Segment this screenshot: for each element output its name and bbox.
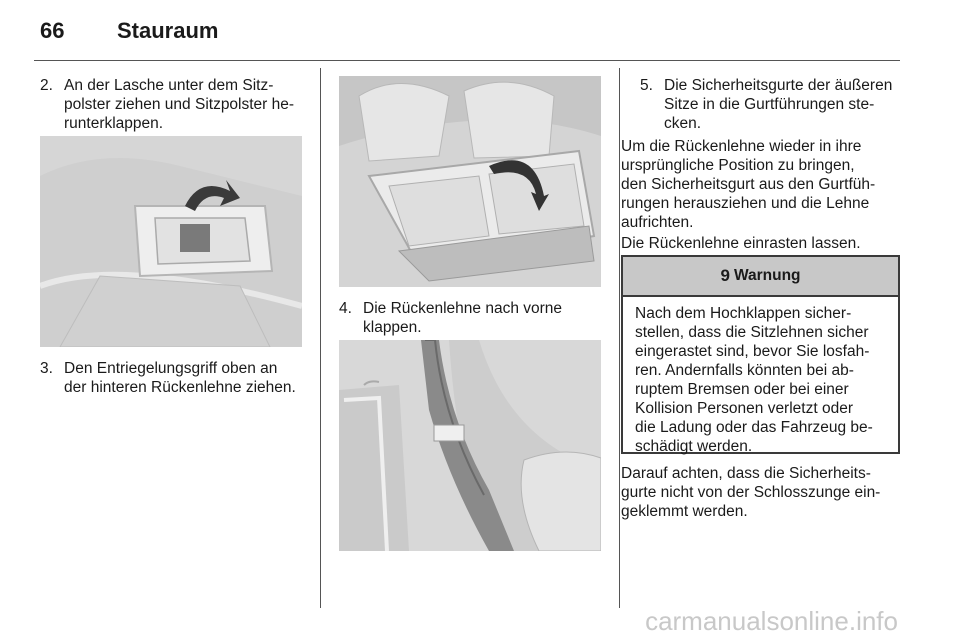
paragraph-line: rungen herausziehen und die Lehne bbox=[621, 195, 870, 212]
paragraph-restore-backrest bbox=[621, 137, 906, 232]
warning-box bbox=[621, 255, 900, 454]
warning-line: Nach dem Hochklappen sicher- bbox=[635, 305, 852, 322]
paragraph-line: ursprüngliche Position zu bringen, bbox=[621, 157, 855, 174]
step-number: 5. bbox=[640, 77, 653, 94]
paragraph-line: den Sicherheitsgurt aus den Gurtfüh- bbox=[621, 176, 876, 193]
step-line: Sitze in die Gurtführungen ste- bbox=[664, 96, 875, 113]
step-text bbox=[64, 359, 310, 397]
paragraph-line: aufrichten. bbox=[621, 214, 694, 231]
step-number: 3. bbox=[40, 360, 53, 377]
column-divider-left bbox=[320, 68, 321, 608]
warning-line: ren. Andernfalls könnten bei ab- bbox=[635, 362, 854, 379]
figure-backrest-release bbox=[339, 76, 601, 287]
paragraph-line: gurte nicht von der Schlosszunge ein- bbox=[621, 484, 881, 501]
column-divider-right bbox=[619, 68, 620, 608]
watermark: carmanualsonline.info bbox=[645, 606, 898, 636]
step-line: runterklappen. bbox=[64, 115, 164, 132]
step-text bbox=[64, 76, 310, 133]
warning-header bbox=[623, 257, 898, 297]
step-line: An der Lasche unter dem Sitz- bbox=[64, 77, 274, 94]
paragraph-line: geklemmt werden. bbox=[621, 503, 748, 520]
step-line: der hinteren Rückenlehne ziehen. bbox=[64, 379, 296, 396]
warning-line: stellen, dass die Sitzlehnen sicher bbox=[635, 324, 869, 341]
warning-text bbox=[635, 304, 892, 456]
warning-icon: 9 bbox=[720, 266, 730, 285]
paragraph-line: Um die Rückenlehne wieder in ihre bbox=[621, 138, 862, 155]
step-text bbox=[363, 299, 609, 337]
step-line: klappen. bbox=[363, 319, 422, 336]
page-number: 66 bbox=[40, 18, 65, 43]
warning-title: Warnung bbox=[733, 267, 801, 284]
page-title: Stauraum bbox=[117, 18, 219, 43]
header-rule bbox=[34, 60, 900, 61]
warning-line: eingerastet sind, bevor Sie losfah- bbox=[635, 343, 870, 360]
step-text bbox=[664, 76, 902, 133]
figure-seat-cushion bbox=[40, 136, 302, 347]
paragraph-belt-clamp bbox=[621, 464, 906, 521]
warning-line: die Ladung oder das Fahrzeug be- bbox=[635, 419, 873, 436]
paragraph-latch: Die Rückenlehne einrasten lassen. bbox=[621, 235, 861, 252]
step-line: Den Entriegelungsgriff oben an bbox=[64, 360, 278, 377]
step-line: cken. bbox=[664, 115, 702, 132]
step-line: Die Rückenlehne nach vorne bbox=[363, 300, 563, 317]
warning-line: schädigt werden. bbox=[635, 438, 753, 455]
step-number: 2. bbox=[40, 77, 53, 94]
warning-line: ruptem Bremsen oder bei einer bbox=[635, 381, 849, 398]
step-line: polster ziehen und Sitzpolster he- bbox=[64, 96, 295, 113]
step-line: Die Sicherheitsgurte der äußeren bbox=[664, 77, 893, 94]
warning-line: Kollision Personen verletzt oder bbox=[635, 400, 853, 417]
step-number: 4. bbox=[339, 300, 352, 317]
figure-seat-belt-guide bbox=[339, 340, 601, 551]
paragraph-line: Darauf achten, dass die Sicherheits- bbox=[621, 465, 871, 482]
